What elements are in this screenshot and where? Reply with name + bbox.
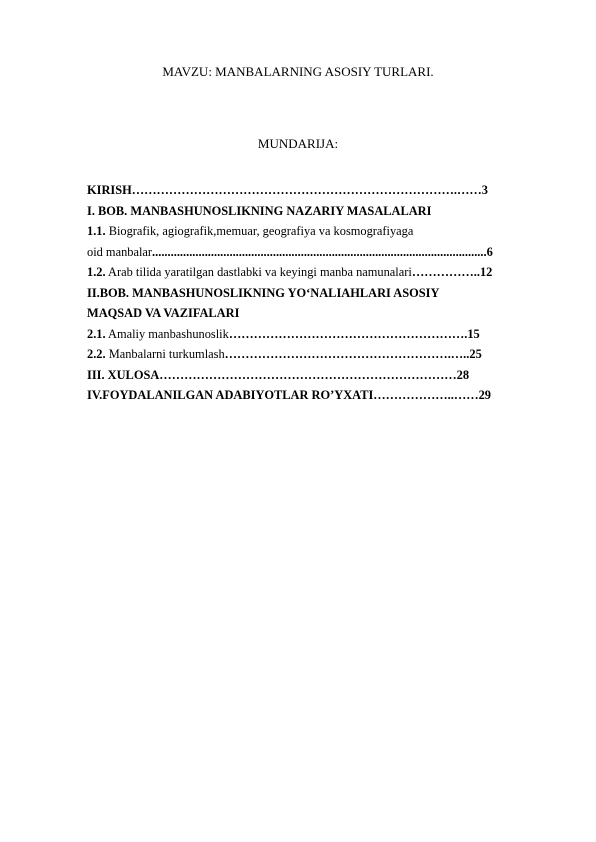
table-of-contents — [87, 180, 547, 406]
toc-entry-chapter-2-cont: MAQSAD VA VAZIFALARI — [87, 306, 240, 320]
toc-text: Amaliy manbashunoslik — [105, 326, 229, 341]
toc-entry-1-1 — [87, 221, 547, 242]
toc-number: 1.2. — [87, 265, 106, 279]
toc-entry-chapter-2: II.BOB. MANBASHUNOSLIKNING YO‘NALIAHLARI ASOSIY — [87, 285, 440, 300]
toc-entry-1-2 — [87, 262, 547, 283]
toc-leader: ............................................................................................................ — [152, 244, 487, 259]
toc-text: Manbalarni turkumlash — [105, 347, 225, 361]
toc-entry-chapter-1: I. BOB. MANBASHUNOSLIKNING NAZARIY MASALALARI — [87, 203, 432, 218]
toc-leader: ……………………………………………….…..25 — [224, 347, 482, 361]
toc-entry-1-1-cont — [87, 242, 547, 263]
toc-entry-kirish: KIRISH…………………………………………………………………….……3 — [87, 183, 488, 197]
toc-entry-adabiyotlar: IV.FOYDALANILGAN ADABIYOTLAR RO’YXATI………………..……29 — [87, 388, 491, 402]
toc-text: Biografik, agiografik,memuar, geografiya va kosmografiyaga — [105, 224, 414, 238]
toc-leader: ………………………………………………….15 — [228, 326, 480, 341]
toc-entry-2-1 — [87, 324, 547, 345]
toc-text: oid manbalar — [87, 244, 153, 259]
document-title: MAVZU: MANBALARNING ASOSIY TURLARI. — [162, 64, 434, 79]
toc-leader: ……………..12 — [411, 265, 493, 279]
toc-heading: MUNDARIJA: — [257, 136, 339, 151]
toc-number: 1.1. — [87, 224, 106, 238]
toc-number: 2.1. — [87, 326, 106, 341]
toc-entry-2-2 — [87, 344, 547, 365]
toc-entry-xulosa: III. XULOSA………………………………………………………………28 — [87, 367, 470, 382]
toc-number: 2.2. — [87, 347, 106, 361]
toc-page: 6 — [486, 244, 493, 259]
toc-text: Arab tilida yaratilgan dastlabki va keyingi manba namunalari — [105, 265, 412, 279]
